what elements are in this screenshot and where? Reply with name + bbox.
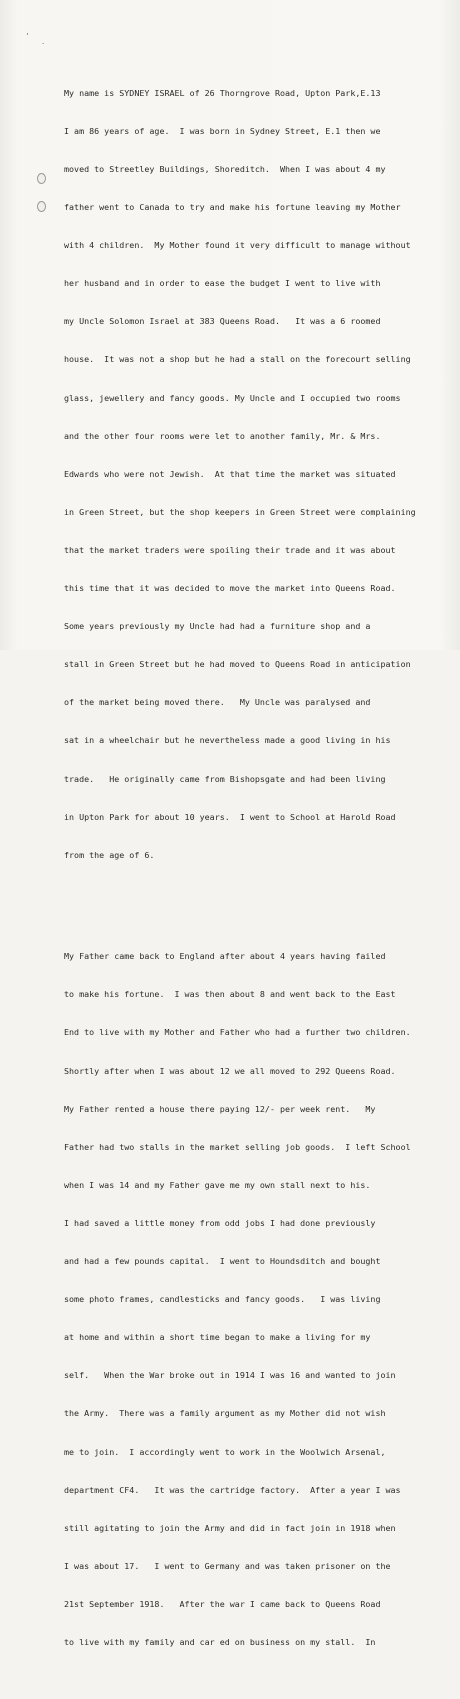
text-line: End to live with my Mother and Father who had a further two children. xyxy=(64,1027,411,1038)
corner-mark: · xyxy=(42,40,45,48)
text-line: and had a few pounds capital. I went to Houndsditch and bought xyxy=(64,1256,381,1267)
text-line: I am 86 years of age. I was born in Sydney Street, E.1 then we xyxy=(64,125,381,136)
text-line: at home and within a short time began to make a living for my xyxy=(64,1332,371,1343)
text-line: self. When the War broke out in 1914 I was 16 and wanted to join xyxy=(64,1370,396,1381)
text-line: this time that it was decided to move the market into Queens Road. xyxy=(64,583,396,594)
text-line: house. It was not a shop but he had a stall on the forecourt selling xyxy=(64,354,411,365)
text-line: my Uncle Solomon Israel at 383 Queens Road. It was a 6 roomed xyxy=(64,316,381,327)
text-line: from the age of 6. xyxy=(64,849,155,860)
text-line: and the other four rooms were let to another family, Mr. & Mrs. xyxy=(64,430,381,441)
text-line: My Father rented a house there paying 12/- per week rent. My xyxy=(64,1103,376,1114)
text-line: I had saved a little money from odd jobs I had done previously xyxy=(64,1217,376,1228)
text-line: stall in Green Street but he had moved to Queens Road in anticipation xyxy=(64,659,411,670)
paragraph-2 xyxy=(64,925,416,1674)
text-line: glass, jewellery and fancy goods. My Uncle and I occupied two rooms xyxy=(64,392,401,403)
text-line: 21st September 1918. After the war I came back to Queens Road xyxy=(64,1598,381,1609)
text-line: Some years previously my Uncle had had a furniture shop and a xyxy=(64,621,371,632)
text-line: some photo frames, candlesticks and fancy goods. I was living xyxy=(64,1294,381,1305)
text-line: in Green Street, but the shop keepers in Green Street were complaining xyxy=(64,506,416,517)
letter-body xyxy=(64,36,416,1699)
text-line: moved to Streetley Buildings, Shoreditch. When I was about 4 my xyxy=(64,164,386,174)
text-line: Shortly after when I was about 12 we all moved to 292 Queens Road. xyxy=(64,1065,396,1076)
text-line: her husband and in order to ease the budget I went to live with xyxy=(64,278,381,289)
corner-mark: ⋅ xyxy=(26,30,29,40)
text-line: with 4 children. My Mother found it very difficult to manage without xyxy=(64,240,411,251)
paragraph-1 xyxy=(64,61,416,886)
text-line: My Father came back to England after about 4 years having failed xyxy=(64,951,386,962)
text-line: My name is SYDNEY ISRAEL of 26 Thorngrove Road, Upton Park,E.13 xyxy=(64,87,381,98)
text-line: department CF4. It was the cartridge factory. After a year I was xyxy=(64,1484,401,1495)
text-line: Father had two stalls in the market selling job goods. I left School xyxy=(64,1141,411,1152)
text-line: of the market being moved there. My Uncle was paralysed and xyxy=(64,697,371,708)
text-line: I was about 17. I went to Germany and was taken prisoner on the xyxy=(64,1560,391,1571)
text-line: sat in a wheelchair but he nevertheless made a good living in his xyxy=(64,735,391,746)
text-line: the Army. There was a family argument as my Mother did not wish xyxy=(64,1408,386,1419)
punch-hole xyxy=(37,201,46,212)
text-line: trade. He originally came from Bishopsgate and had been living xyxy=(64,773,386,784)
text-line: Edwards who were not Jewish. At that time the market was situated xyxy=(64,468,396,479)
punch-hole xyxy=(37,173,46,184)
text-line: me to join. I accordingly went to work in the Woolwich Arsenal, xyxy=(64,1446,386,1457)
text-line: in Upton Park for about 10 years. I went to School at Harold Road xyxy=(64,811,396,822)
text-line: that the market traders were spoiling their trade and it was about xyxy=(64,544,396,555)
text-line: to live with my family and car ed on business on my stall. In xyxy=(64,1636,376,1647)
text-line: to make his fortune. I was then about 8 and went back to the East xyxy=(64,989,396,1000)
text-line: still agitating to join the Army and did in fact join in 1918 when xyxy=(64,1522,396,1533)
text-line: father went to Canada to try and make his fortune leaving my Mother xyxy=(64,202,401,213)
text-line: when I was 14 and my Father gave me my own stall next to his. xyxy=(64,1179,371,1190)
